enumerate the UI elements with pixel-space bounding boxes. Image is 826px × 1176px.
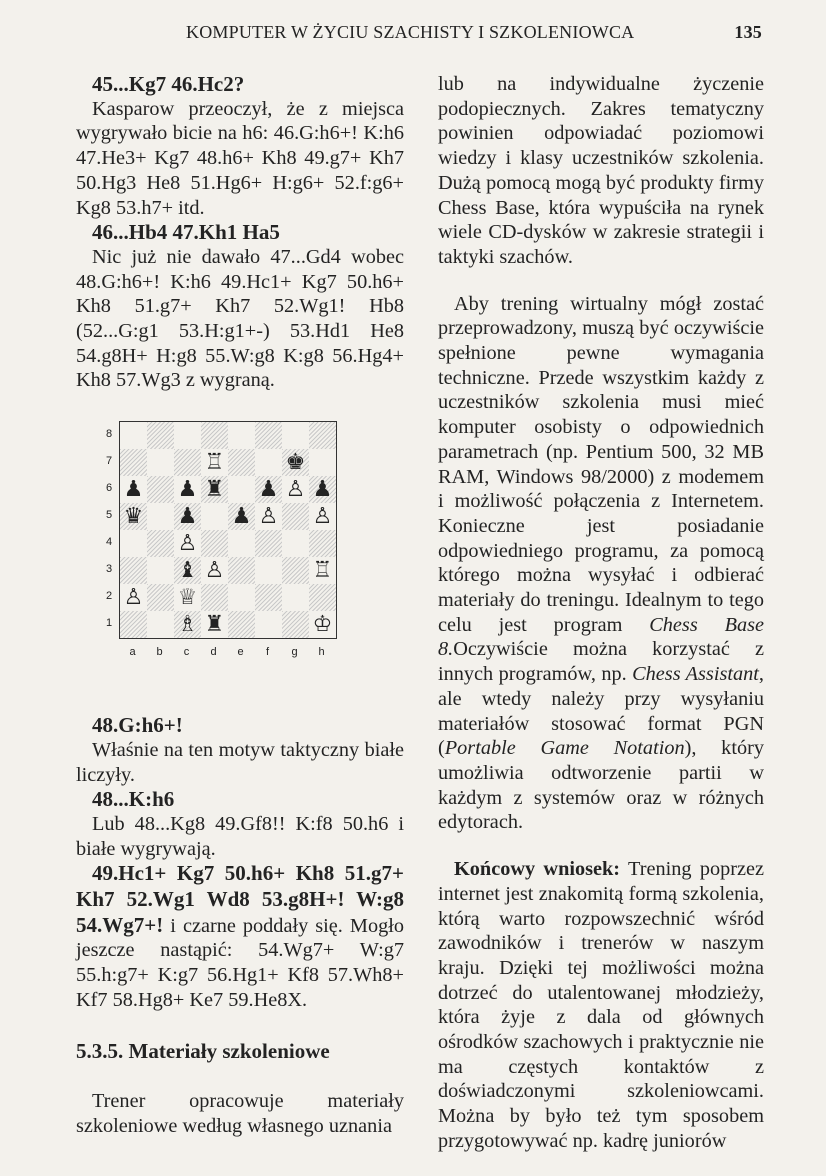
rank-label: 2	[106, 590, 113, 603]
square-g5	[282, 503, 309, 530]
square-h1	[309, 611, 336, 638]
chess-board	[119, 421, 337, 639]
square-b6	[147, 476, 174, 503]
chess-piece: ♟	[231, 504, 252, 530]
file-label: h	[318, 646, 325, 659]
square-a6	[120, 476, 147, 503]
square-b3	[147, 557, 174, 584]
square-a2	[120, 584, 147, 611]
square-e8	[228, 422, 255, 449]
chess-piece: ♟	[177, 504, 198, 530]
chess-piece: ♝	[177, 558, 198, 584]
square-h7	[309, 449, 336, 476]
square-d4	[201, 530, 228, 557]
square-f6	[255, 476, 282, 503]
square-c1	[174, 611, 201, 638]
square-b5	[147, 503, 174, 530]
square-g8	[282, 422, 309, 449]
square-e2	[228, 584, 255, 611]
square-e3	[228, 557, 255, 584]
square-d5	[201, 503, 228, 530]
pgn-expansion: Portable Game Notation	[444, 737, 685, 760]
chess-piece: ♔	[312, 612, 333, 638]
square-h6	[309, 476, 336, 503]
chess-piece: ♚	[285, 450, 306, 476]
square-d6	[201, 476, 228, 503]
chess-piece: ♙	[258, 504, 279, 530]
square-d7	[201, 449, 228, 476]
final-moves: 49.Hc1+ Kg7 50.h6+ Kh8 51.g7+ Kh7 52.Wg1 Wd8 53.g8H+! W:g8 54.Wg7+!	[76, 861, 404, 937]
square-g3	[282, 557, 309, 584]
rank-label: 1	[106, 617, 113, 630]
square-f4	[255, 530, 282, 557]
square-c5	[174, 503, 201, 530]
chess-piece: ♟	[123, 477, 144, 503]
square-b7	[147, 449, 174, 476]
square-c2	[174, 584, 201, 611]
square-a5	[120, 503, 147, 530]
right-paragraph-2: Aby trening wirtualny mógł zostać przeprowadzony, muszą być oczywiście spełnione pewne wymagania techniczne. Przede wszystkim każdy z uczestników szkolenia musi mieć komputer osobisty o odpowiednich parametrach (np. Pentium 500, 32 MB RAM, Windows 98/2000) z modemem i możliwość połączenia z Internetem. Konieczne jest posiadanie odpowiedniego programu, za pomocą którego można wysyłać i odbierać materiały do treningu. Idealnym to tego celu jest program Chess Base 8.Oczywiście można korzystać z innych programów, np. Chess Assistant, ale wtedy należy przy wysyłaniu materiałów stosować format PGN (Portable Game Notation), który umożliwia odtworzenie partii w każdym z systemów oraz w różnych edytorach.	[438, 292, 764, 834]
square-b4	[147, 530, 174, 557]
chess-piece: ♙	[123, 585, 144, 611]
chess-piece: ♟	[177, 477, 198, 503]
program-name-chess-assistant: Chess Assistant	[632, 663, 759, 686]
file-label: g	[291, 646, 298, 659]
move-heading-45: 45...Kg7 46.Hc2?	[92, 72, 245, 96]
running-header	[186, 22, 762, 52]
rank-label: 4	[106, 536, 113, 549]
square-g4	[282, 530, 309, 557]
chess-piece: ♖	[312, 558, 333, 584]
chess-piece: ♗	[177, 612, 198, 638]
square-h4	[309, 530, 336, 557]
square-a7	[120, 449, 147, 476]
page-number: 135	[734, 22, 762, 42]
square-a4	[120, 530, 147, 557]
square-e5	[228, 503, 255, 530]
chess-piece: ♖	[204, 450, 225, 476]
chess-piece: ♙	[312, 504, 333, 530]
square-g7	[282, 449, 309, 476]
square-c8	[174, 422, 201, 449]
section-heading: 5.3.5. Materiały szkoleniowe	[76, 1038, 330, 1063]
square-h3	[309, 557, 336, 584]
square-h5	[309, 503, 336, 530]
chess-piece: ♙	[204, 558, 225, 584]
square-e7	[228, 449, 255, 476]
square-d8	[201, 422, 228, 449]
move-heading-48-reply: 48...K:h6	[92, 787, 175, 812]
chess-piece: ♛	[123, 504, 144, 530]
square-c7	[174, 449, 201, 476]
square-f5	[255, 503, 282, 530]
square-f1	[255, 611, 282, 638]
square-g2	[282, 584, 309, 611]
square-g1	[282, 611, 309, 638]
rank-label: 3	[106, 563, 113, 576]
square-f8	[255, 422, 282, 449]
square-b2	[147, 584, 174, 611]
file-label: a	[129, 646, 136, 659]
commentary-paragraph: Kasparow przeoczył, że z miejsca wygrywało bicie na h6: 46.G:h6+! K:h6 47.He3+ Kg7 48.h6+ Kh8 49.g7+ Kh7 50.Hg3 He8 51.Hg6+ H:g6+ 52.f:g6+ Kg8 53.h7+ itd.	[76, 97, 404, 219]
square-a1	[120, 611, 147, 638]
chess-piece: ♙	[177, 531, 198, 557]
file-label: c	[183, 646, 190, 659]
commentary-paragraph: Właśnie na ten motyw taktyczny białe liczyły.	[76, 738, 404, 786]
square-f2	[255, 584, 282, 611]
conclusion-label: Końcowy wniosek:	[454, 858, 621, 881]
square-d1	[201, 611, 228, 638]
square-a3	[120, 557, 147, 584]
square-c4	[174, 530, 201, 557]
commentary-paragraph: Nic już nie dawało 47...Gd4 wobec 48.G:h6+! K:h6 49.Hc1+ Kg7 50.h6+ Kh8 51.g7+ Kh7 52.Wg1! Hb8 (52...G:g1 53.H:g1+-) 53.Hd1 He8 54.g8H+ H:g8 55.W:g8 K:g8 56.Hg4+ Kh8 57.Wg3 z wygraną.	[76, 245, 404, 392]
square-d3	[201, 557, 228, 584]
square-a8	[120, 422, 147, 449]
file-label: b	[156, 646, 163, 659]
rank-label: 8	[106, 428, 113, 441]
chess-piece: ♙	[285, 477, 306, 503]
chess-piece: ♕	[177, 585, 198, 611]
file-labels	[119, 640, 335, 665]
square-h8	[309, 422, 336, 449]
square-b1	[147, 611, 174, 638]
program-name-chess-base: Chess Base 8.	[438, 613, 764, 661]
square-h2	[309, 584, 336, 611]
right-column	[438, 72, 764, 1154]
rank-labels	[106, 421, 118, 637]
square-f3	[255, 557, 282, 584]
square-f7	[255, 449, 282, 476]
move-heading-48: 48.G:h6+!	[92, 713, 183, 738]
final-commentary: i czarne poddały się. Mogło jeszcze nastąpić: 54.Wg7+ W:g7 55.h:g7+ K:g7 56.Hg1+ Kf8 57.Wh8+ Kf7 58.Hg8+ Ke7 59.He8X.	[76, 914, 404, 1011]
square-c6	[174, 476, 201, 503]
chess-piece: ♟	[312, 477, 333, 503]
file-label: d	[210, 646, 217, 659]
move-heading-46: 46...Hb4 47.Kh1 Ha5	[92, 220, 280, 245]
file-label: f	[265, 646, 270, 659]
square-d2	[201, 584, 228, 611]
chess-piece: ♟	[258, 477, 279, 503]
file-label: e	[237, 646, 244, 659]
square-e6	[228, 476, 255, 503]
right-paragraph-1: lub na indywidualne życzenie podopiecznych. Zakres tematyczny powinien odpowiadać poziomowi wiedzy i klasy uczestników szkolenia. Dużą pomocą mogą być produkty firmy Chess Base, która wypuściła na rynek wiele CD-dysków w zakresie strategii i taktyki szachów.	[438, 73, 764, 268]
square-b8	[147, 422, 174, 449]
rank-label: 6	[106, 482, 113, 495]
right-paragraph-3: Końcowy wniosek: Trening poprzez internet jest znakomitą formą szkolenia, którą warto rozpowszechnić wśród zawodników i trenerów w naszym kraju. Dzięki tej możliwości można dotrzeć do utalentowanej młodzieży, która żyje z dala od głównych ośrodków szachowych i praktycznie nie ma częstych kontaktów z doświadczonymi szkoleniowcami. Można by było też tym sposobem przygotowywać np. kadrę juniorów	[438, 858, 764, 1152]
section-paragraph: Trener opracowuje materiały szkoleniowe według własnego uznania	[76, 1090, 404, 1137]
square-e4	[228, 530, 255, 557]
chess-piece: ♜	[204, 612, 225, 638]
rank-label: 7	[106, 455, 113, 468]
square-g6	[282, 476, 309, 503]
square-c3	[174, 557, 201, 584]
chess-diagram	[76, 419, 404, 697]
chess-piece: ♜	[204, 477, 225, 503]
final-moves-paragraph	[76, 861, 404, 1012]
running-title: KOMPUTER W ŻYCIU SZACHISTY I SZKOLENIOWCA	[186, 22, 635, 42]
square-e1	[228, 611, 255, 638]
rank-label: 5	[106, 509, 113, 522]
commentary-paragraph: Lub 48...Kg8 49.Gf8!! K:f8 50.h6 i białe wygrywają.	[76, 812, 404, 860]
left-column	[76, 72, 404, 1139]
